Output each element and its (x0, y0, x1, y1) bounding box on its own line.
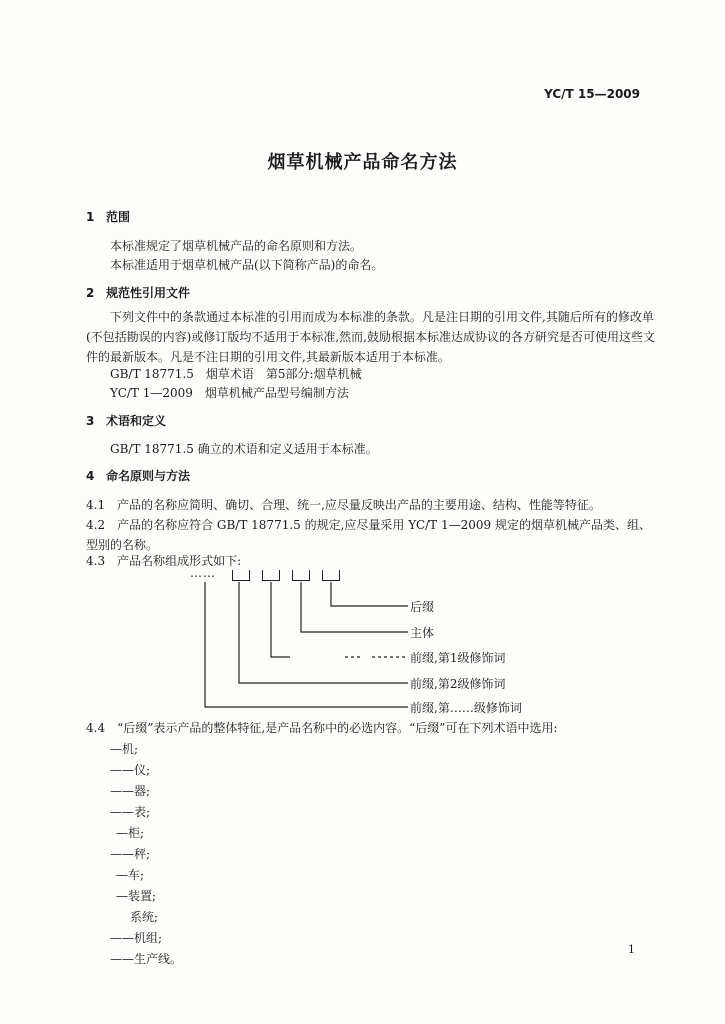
section-number: 4 (86, 469, 95, 483)
suffix-term-item: —机; (110, 742, 139, 756)
section-4-heading (86, 467, 190, 484)
section-1-paragraph-2: 本标准适用于烟草机械产品(以下简称产品)的命名。 (110, 258, 384, 272)
normative-reference-1: GB/T 18771.5 烟草术语 第5部分:烟草机械 (110, 367, 362, 381)
diagram-slot-body (292, 570, 310, 581)
connector-prefix-n (205, 582, 408, 707)
clause-4-3: 4.3 产品名称组成形式如下: (86, 554, 242, 568)
clause-4-4: 4.4 “后缀”表示产品的整体特征,是产品名称中的必选内容。“后缀”可在下列术语中选用: (86, 721, 558, 735)
clause-4-2: 4.2 产品的名称应符合 GB/T 18771.5 的规定,应尽量采用 YC/T 1—2009 规定的烟草机械产品类、组、型别的名称。 (86, 518, 651, 552)
suffix-term-item: —装置; (116, 889, 157, 903)
section-1-heading (86, 208, 130, 225)
section-2-heading (86, 284, 190, 301)
diagram-label-prefix-2: 前缀,第2级修饰词 (410, 677, 506, 691)
suffix-term-item: —柜; (116, 826, 145, 840)
section-number: 1 (86, 210, 95, 224)
section-3-paragraph: GB/T 18771.5 确立的术语和定义适用于本标准。 (110, 442, 378, 456)
section-title: 规范性引用文件 (106, 286, 191, 300)
diagram-slot-prefix-2 (232, 570, 250, 581)
diagram-ellipsis: …… (190, 566, 216, 580)
suffix-term-item: ——机组; (110, 931, 163, 945)
section-1-paragraph-1: 本标准规定了烟草机械产品的命名原则和方法。 (110, 239, 363, 253)
section-number: 3 (86, 414, 95, 428)
diagram-label-suffix: 后缀 (410, 600, 435, 614)
section-2-paragraph: 下列文件中的条款通过本标准的引用而成为本标准的条款。凡是注日期的引用文件,其随后所有的修改单(不包括勘误的内容)或修订版均不适用于本标准,然而,鼓励根据本标准达成协议的各方研究是否可使用这些文件的最新版本。凡是不注日期的引用文件,其最新版本适用于本标准。 (86, 310, 655, 364)
connector-prefix-2 (239, 582, 408, 683)
connector-suffix (331, 582, 408, 606)
suffix-term-item: 系统; (130, 910, 159, 924)
suffix-term-item: ——秤; (110, 847, 151, 861)
diagram-slot-suffix (322, 570, 340, 581)
diagram-label-prefix-1: 前缀,第1级修饰词 (410, 651, 506, 665)
page-number: 1 (628, 943, 635, 956)
section-number: 2 (86, 286, 95, 300)
section-3-heading (86, 412, 166, 429)
suffix-term-item: ——器; (110, 784, 151, 798)
section-title: 术语和定义 (106, 414, 167, 428)
diagram-label-body: 主体 (410, 626, 435, 640)
connector-body (301, 582, 408, 632)
section-title: 命名原则与方法 (106, 469, 191, 483)
diagram-label-prefix-n: 前缀,第……级修饰词 (410, 701, 522, 715)
suffix-term-item: ——仪; (110, 763, 151, 777)
section-title: 范围 (106, 210, 131, 224)
clause-4-1: 4.1 产品的名称应简明、确切、合理、统一,应尽量反映出产品的主要用途、结构、性能等特征。 (86, 498, 601, 512)
diagram-slot-prefix-1 (262, 570, 280, 581)
suffix-term-item: ——表; (110, 805, 151, 819)
connector-prefix-1 (271, 582, 290, 657)
suffix-term-item: —车; (116, 868, 145, 882)
suffix-term-item: ——生产线。 (110, 952, 183, 966)
normative-reference-2: YC/T 1—2009 烟草机械产品型号编制方法 (110, 386, 349, 400)
document-code: YC/T 15—2009 (544, 87, 640, 101)
document-title: 烟草机械产品命名方法 (267, 152, 458, 173)
